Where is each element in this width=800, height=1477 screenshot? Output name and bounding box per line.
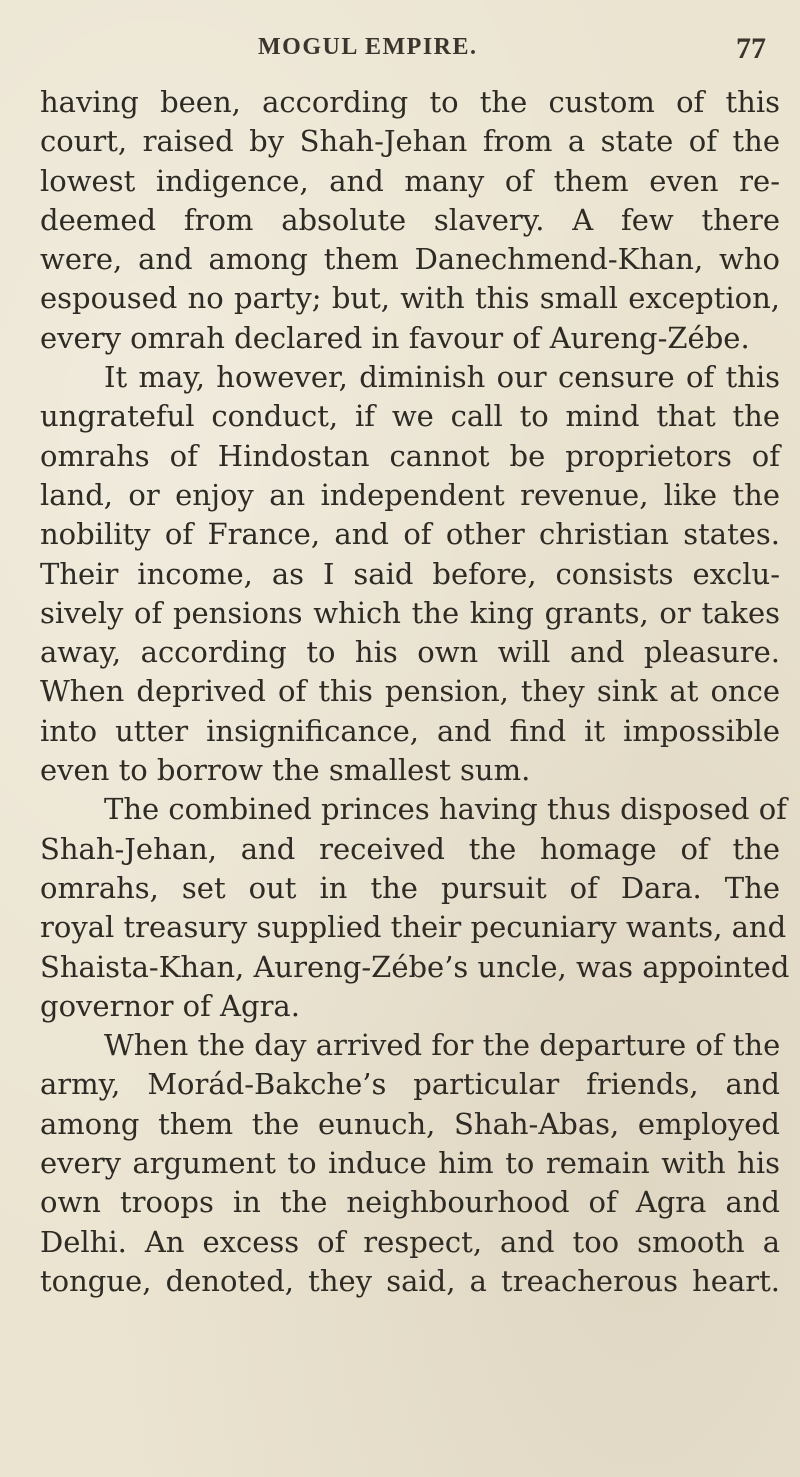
text-line: lowest indigence, and many of them even re- xyxy=(40,163,780,198)
page-header xyxy=(0,26,800,66)
text-line: omrahs, set out in the pursuit of Dara. The xyxy=(40,870,780,905)
text-line: land, or enjoy an independent revenue, like the xyxy=(40,477,780,512)
text-line: omrahs of Hindostan cannot be proprietors of xyxy=(40,438,780,473)
text-line: were, and among them Danechmend-Khan, who xyxy=(40,242,780,277)
text-line: even to borrow the smallest sum. xyxy=(40,753,531,788)
running-head: MOGUL EMPIRE. xyxy=(258,34,478,60)
text-line: Shah-Jehan, and received the homage of the xyxy=(40,831,780,866)
page-number: 77 xyxy=(736,32,766,65)
text-line: Their income, as I said before, consists exclu- xyxy=(40,556,780,591)
text-line: ungrateful conduct, if we call to mind that the xyxy=(40,399,780,434)
body-text xyxy=(40,83,790,1301)
text-line: nobility of France, and of other christian states. xyxy=(40,517,780,552)
text-line: having been, according to the custom of this xyxy=(40,85,780,119)
text-line: among them the eunuch, Shah-Abas, employed xyxy=(40,1106,780,1141)
text-line: army, Morád-Bakche’s particular friends, and xyxy=(40,1067,780,1102)
paragraph-first-line: The combined princes having thus disposed of xyxy=(104,792,787,827)
text-line: governor of Agra. xyxy=(40,988,300,1023)
text-line: tongue, denoted, they said, a treacherous heart. xyxy=(40,1263,780,1298)
text-line: court, raised by Shah-Jehan from a state of the xyxy=(40,124,780,159)
text-line: every omrah declared in favour of Aureng-Zébe. xyxy=(40,320,750,355)
text-line: Shaista-Khan, Aureng-Zébe’s uncle, was appointed xyxy=(40,949,790,984)
text-line: deemed from absolute slavery. A few there xyxy=(40,202,780,237)
text-line: espoused no party; but, with this small exception, xyxy=(40,281,780,316)
paragraph-first-line: When the day arrived for the departure of the xyxy=(104,1028,781,1063)
paragraph-first-line: It may, however, diminish our censure of this xyxy=(104,360,780,395)
text-line: sively of pensions which the king grants, or takes xyxy=(40,595,780,630)
text-line: every argument to induce him to remain with his xyxy=(40,1146,780,1181)
text-line: own troops in the neighbourhood of Agra and xyxy=(40,1185,780,1220)
text-line: into utter insignificance, and find it impossible xyxy=(40,713,780,748)
text-line: royal treasury supplied their pecuniary wants, and xyxy=(40,910,787,945)
text-line: away, according to his own will and pleasure. xyxy=(40,635,780,670)
text-line: When deprived of this pension, they sink at once xyxy=(40,674,780,709)
text-line: Delhi. An excess of respect, and too smooth a xyxy=(40,1224,780,1259)
